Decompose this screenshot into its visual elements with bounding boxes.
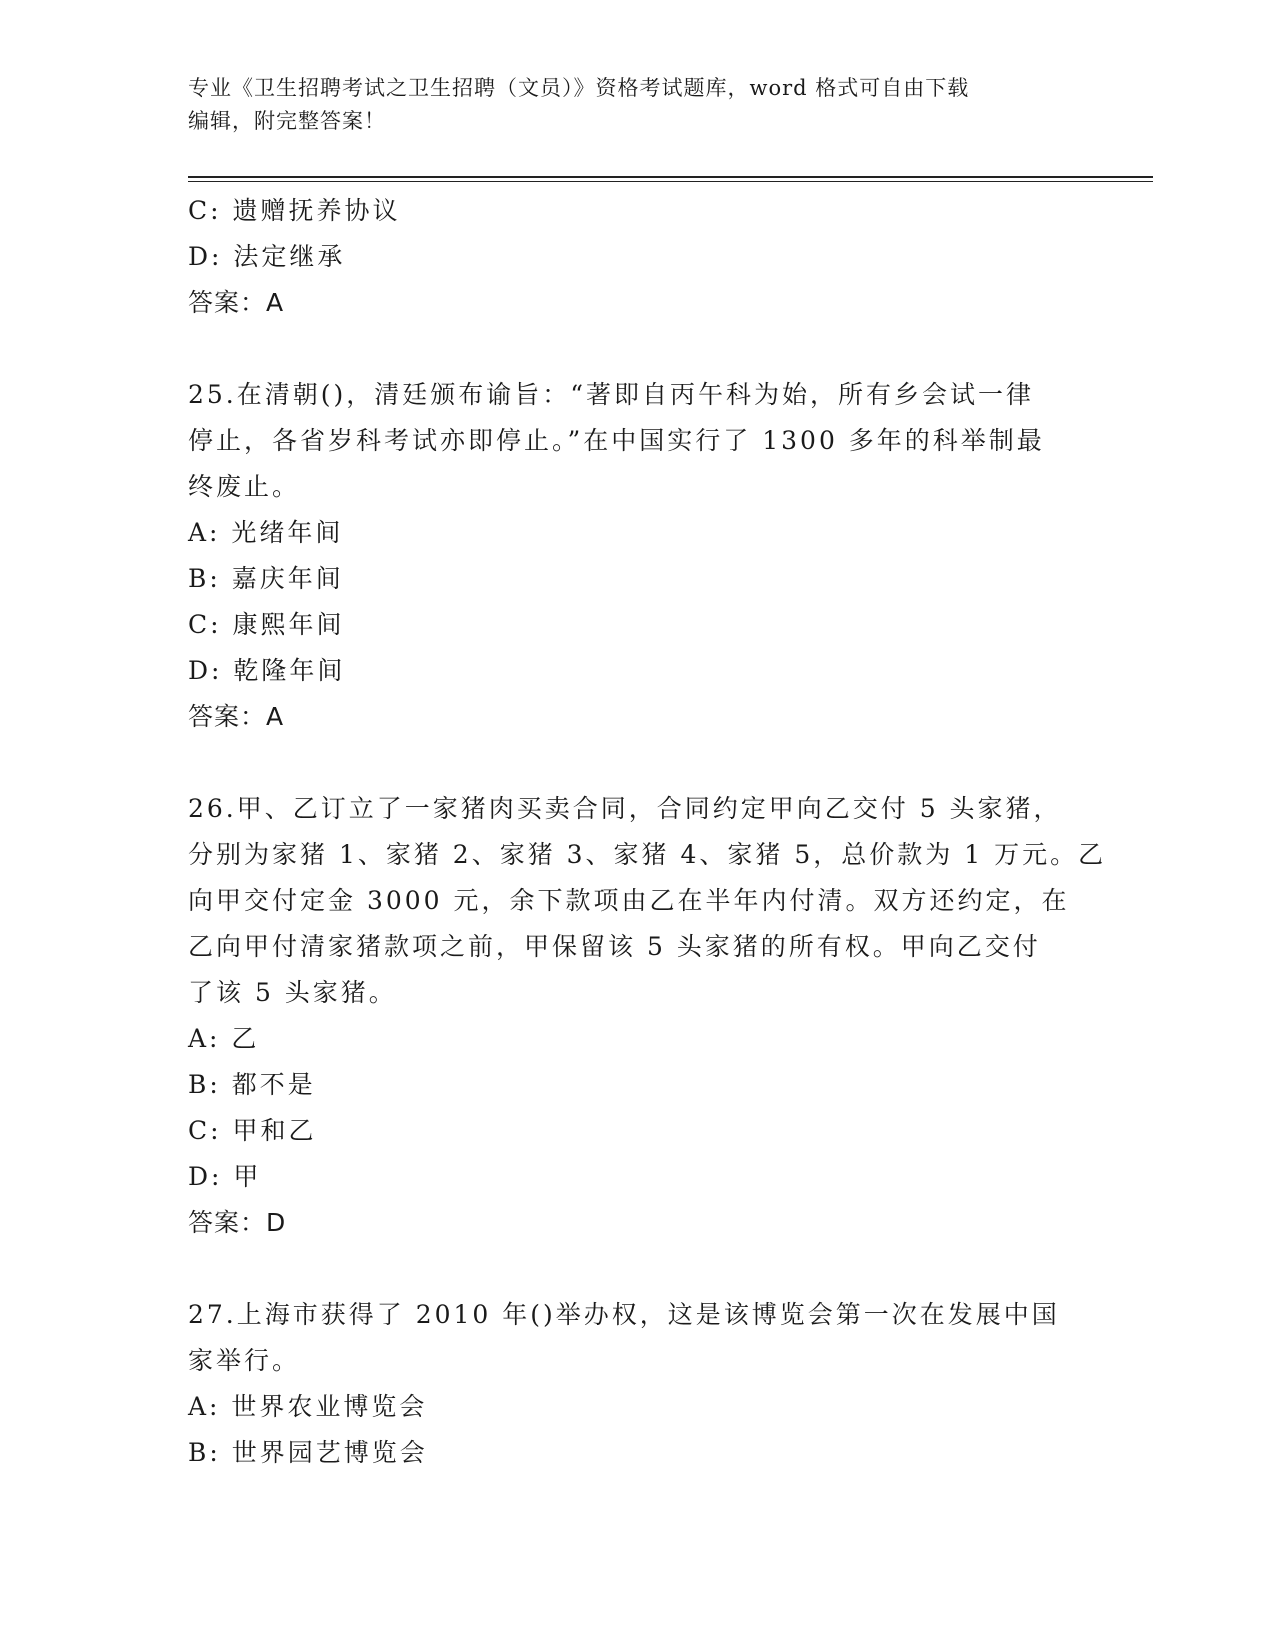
- option-d: D: 法定继承: [188, 242, 346, 271]
- question-27: [188, 1292, 1083, 1476]
- question-text-line: 27.上海市获得了 2010 年()举办权，这是该博览会第一次在发展中国: [188, 1300, 1060, 1329]
- question-text-line: 停止，各省岁科考试亦即停止。”在中国实行了 1300 多年的科举制最: [188, 426, 1045, 455]
- option-d: D: 甲: [188, 1162, 262, 1191]
- question-text-line: 了该 5 头家猪。: [188, 978, 397, 1007]
- option-b: B: 都不是: [188, 1070, 316, 1099]
- spacer: [188, 326, 1083, 372]
- option-b: B: 嘉庆年间: [188, 564, 344, 593]
- answer-line: 答案：D: [188, 1208, 287, 1237]
- option-a: A: 光绪年间: [188, 518, 344, 547]
- question-24-tail: [188, 188, 1083, 326]
- question-list: [188, 188, 1107, 1476]
- document-header: [188, 72, 1088, 138]
- question-text-line: 终废止。: [188, 472, 301, 501]
- answer-line: 答案：A: [188, 702, 285, 731]
- header-line-2: 编辑，附完整答案！: [188, 109, 386, 133]
- question-text-line: 26.甲、乙订立了一家猪肉买卖合同，合同约定甲向乙交付 5 头家猪，: [188, 794, 1062, 823]
- question-text-line: 25.在清朝()，清廷颁布谕旨：“著即自丙午科为始，所有乡会试一律: [188, 380, 1035, 409]
- question-text-line: 分别为家猪 1、家猪 2、家猪 3、家猪 4、家猪 5，总价款为 1 万元。乙: [188, 840, 1107, 869]
- question-text-line: 乙向甲付清家猪款项之前，甲保留该 5 头家猪的所有权。甲向乙交付: [188, 932, 1041, 961]
- question-text-line: 向甲交付定金 3000 元，余下款项由乙在半年内付清。双方还约定，在: [188, 886, 1070, 915]
- question-26: [188, 786, 1107, 1246]
- header-rule-thin: [188, 181, 1153, 182]
- header-line-1: 专业《卫生招聘考试之卫生招聘（文员）》资格考试题库，word 格式可自由下载: [188, 76, 970, 100]
- option-c: C: 康熙年间: [188, 610, 345, 639]
- option-c: C: 遗赠抚养协议: [188, 196, 401, 225]
- answer-line: 答案：A: [188, 288, 285, 317]
- option-c: C: 甲和乙: [188, 1116, 317, 1145]
- header-rule-thick: [188, 176, 1153, 178]
- spacer: [188, 1246, 1083, 1292]
- question-text-line: 家举行。: [188, 1346, 301, 1375]
- spacer: [188, 740, 1083, 786]
- option-b: B: 世界园艺博览会: [188, 1438, 428, 1467]
- question-25: [188, 372, 1083, 740]
- option-d: D: 乾隆年间: [188, 656, 346, 685]
- option-a: A: 世界农业博览会: [188, 1392, 428, 1421]
- option-a: A: 乙: [188, 1024, 260, 1053]
